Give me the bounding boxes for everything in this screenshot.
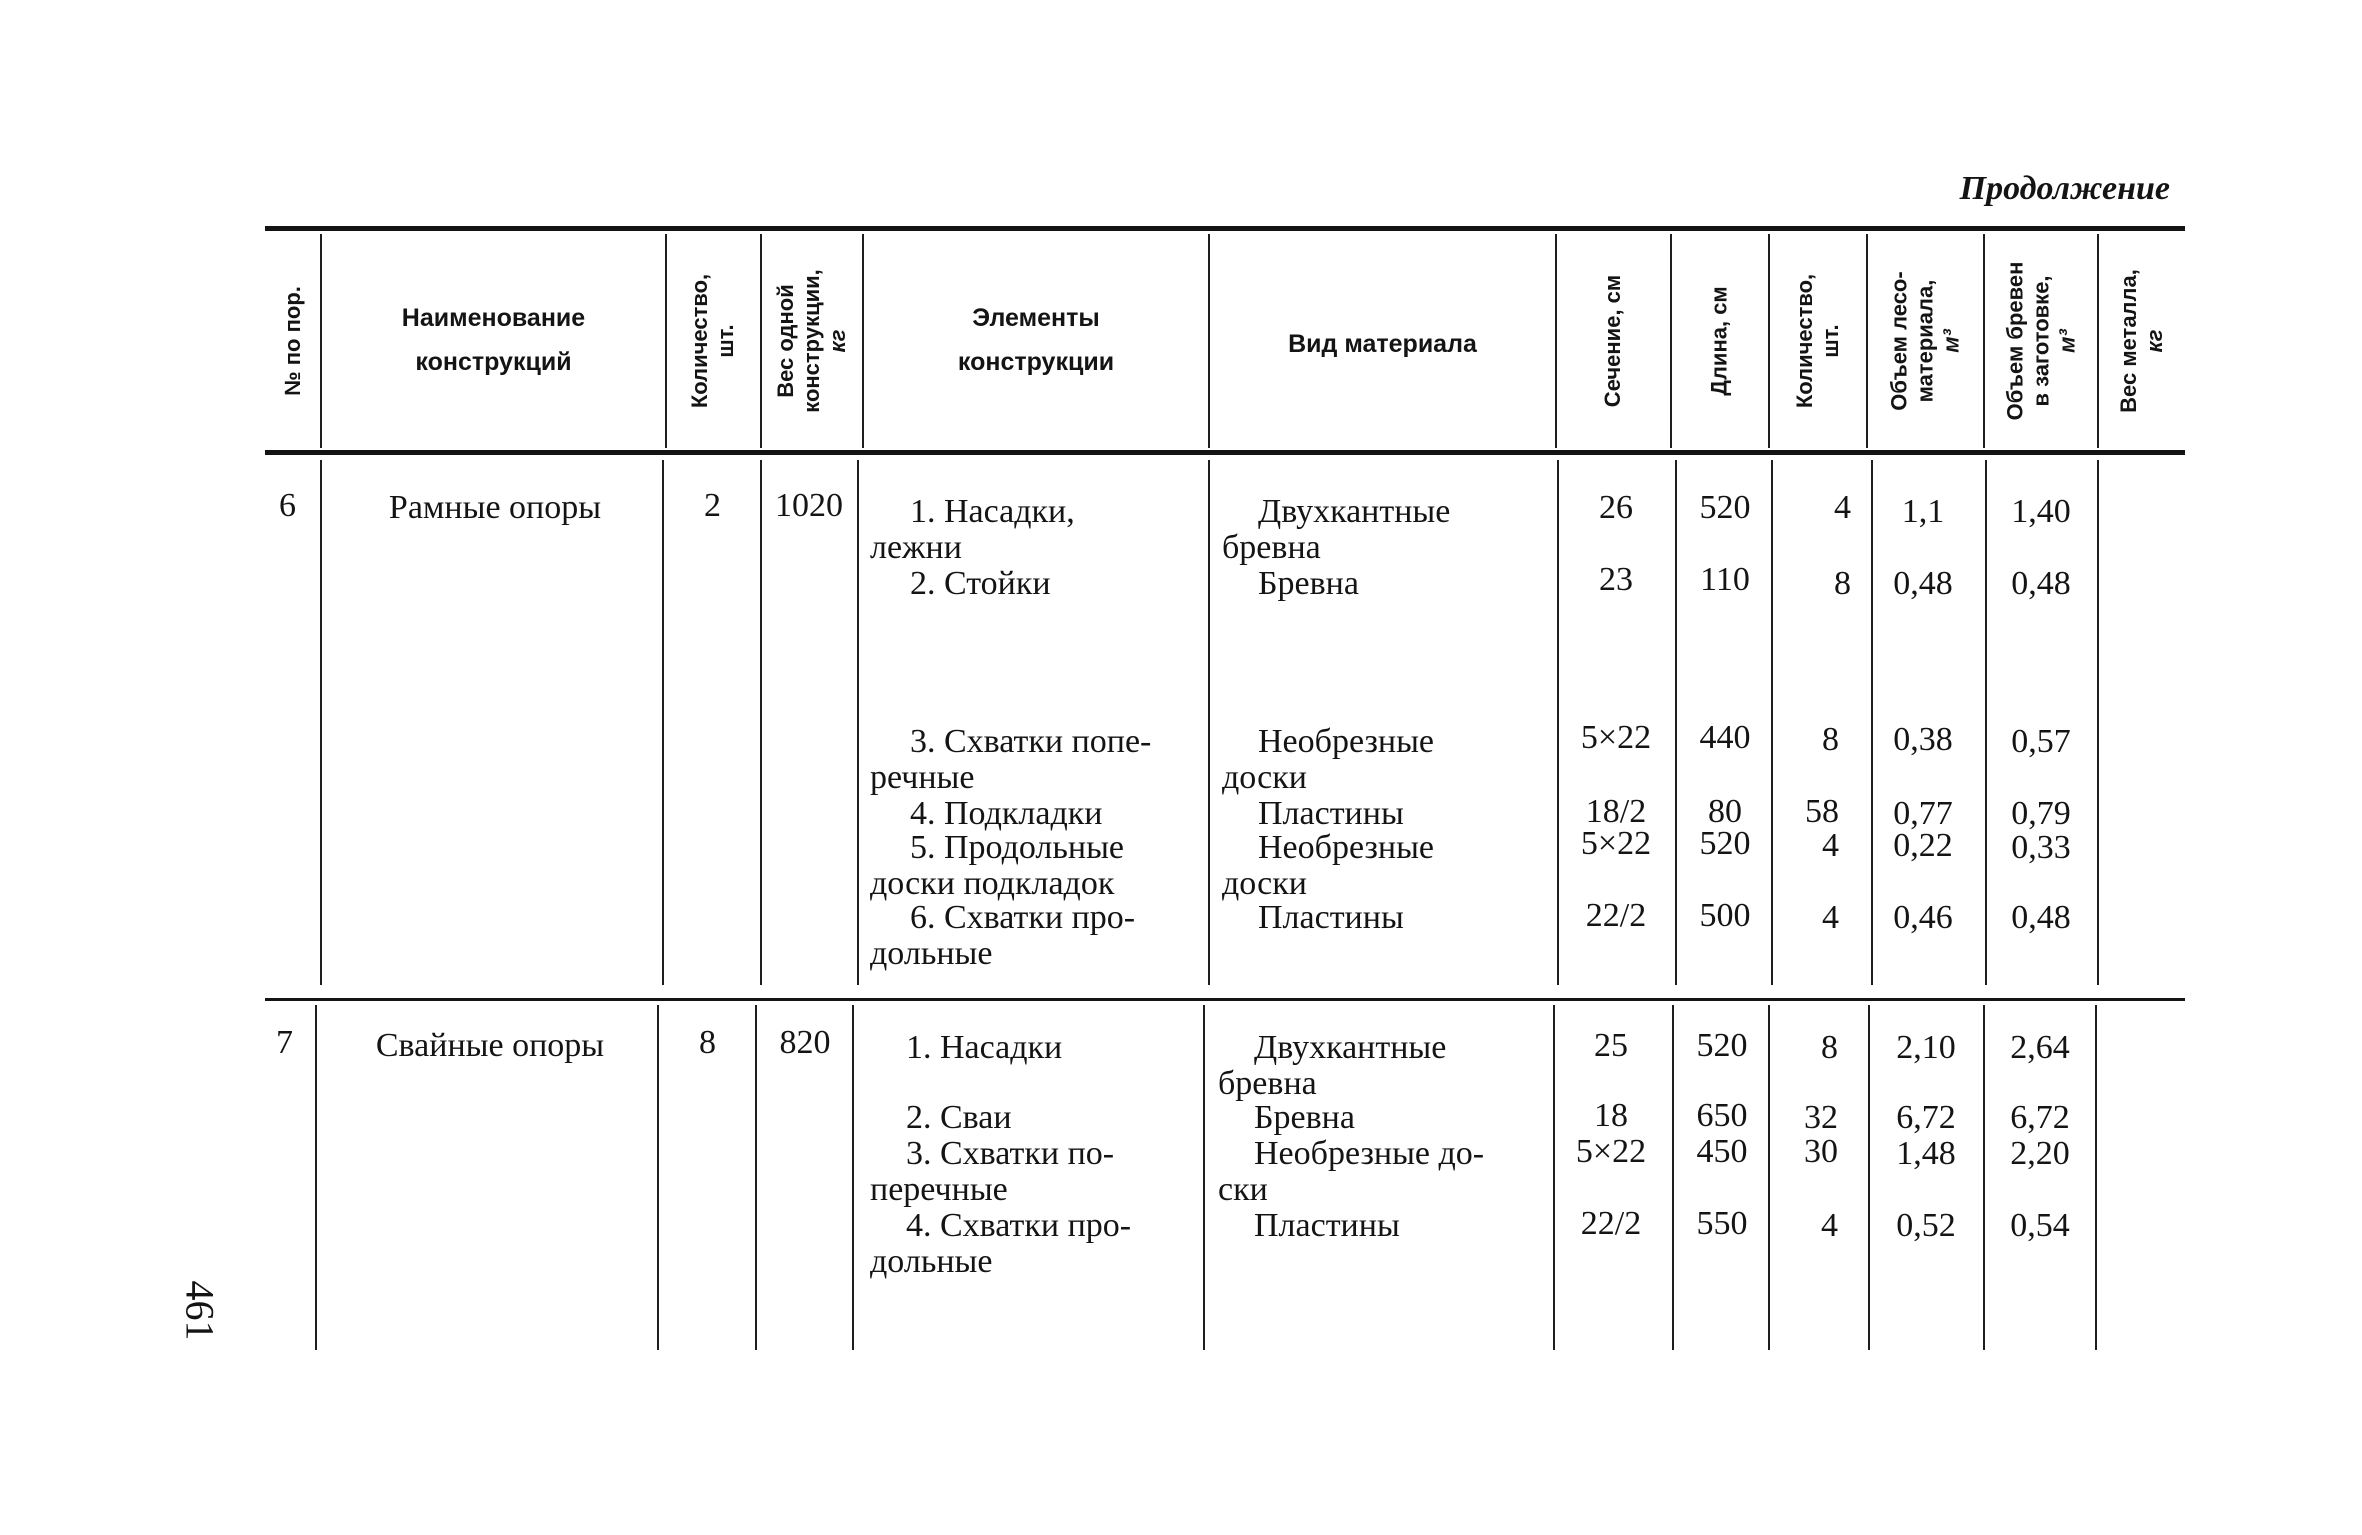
body-col-divider [1557,460,1559,985]
timber-volume-value: 0,48 [1893,565,1953,602]
timber-volume-value: 0,77 [1893,795,1953,832]
timber-volume-value: 0,38 [1893,721,1953,758]
element-text: 1. Насадки [906,1029,1063,1066]
count-value: 30 [1804,1133,1838,1170]
header-count: Количество, шт. [1792,273,1843,409]
element-text: 3. Схватки попе- речные [870,723,1152,796]
timber-volume-value: 2,10 [1896,1029,1956,1066]
header-name: Наименование конструкций [401,304,586,376]
material-text: Бревна [1254,1099,1355,1136]
element-text: 4. Подкладки [910,795,1103,832]
count-value: 4 [1821,1207,1838,1244]
count-value: 8 [1822,721,1839,758]
page-number: 461 [177,1280,223,1340]
body-col-divider [1203,1005,1205,1350]
section-value: 22/2 [1585,897,1647,934]
material-text: Двухкантные бревна [1222,493,1451,566]
material-text: Необрезные доски [1222,829,1435,902]
header-timber-volume: Объем лесо- материала, м³ [1886,271,1964,411]
timber-volume-value: 1,48 [1896,1135,1956,1172]
construction-weight: 1020 [775,487,843,524]
length-value: 450 [1696,1133,1748,1170]
log-volume-value: 6,72 [2010,1099,2070,1136]
length-value: 440 [1699,719,1751,756]
body-col-divider [2095,1005,2097,1350]
body-col-divider [662,460,664,985]
timber-volume-value: 0,46 [1893,899,1953,936]
header-section: Сечение, см [1600,274,1626,408]
header-weight: Вес одной конструкции, кг [773,269,851,413]
material-text: Пластины [1258,899,1404,936]
log-volume-value: 0,54 [2010,1207,2070,1244]
material-text: Необрезные до- ски [1218,1135,1485,1208]
length-value: 80 [1708,793,1742,830]
log-volume-value: 0,48 [2011,565,2071,602]
header-num: № по пор. [279,286,305,396]
count-value: 8 [1821,1029,1838,1066]
log-volume-value: 0,57 [2011,723,2071,760]
length-value: 110 [1700,561,1750,598]
group-divider-rule [265,998,2185,1001]
material-text: Двухкантные бревна [1218,1029,1447,1102]
header-log-volume: Объем бревен в заготовке, м³ [2002,261,2079,421]
body-col-divider [320,460,322,985]
log-volume-value: 0,33 [2011,829,2071,866]
count-value: 4 [1834,489,1851,526]
section-value: 18 [1594,1097,1628,1134]
section-value: 5×22 [1580,719,1652,756]
construction-name: Свайные опоры [375,1027,605,1064]
log-volume-value: 0,79 [2011,795,2071,832]
length-value: 650 [1696,1097,1748,1134]
length-value: 520 [1699,489,1751,526]
count-value: 8 [1834,565,1851,602]
section-value: 5×22 [1580,825,1652,862]
log-volume-value: 2,20 [2010,1135,2070,1172]
body-col-divider [1208,460,1210,985]
body-col-divider [2097,460,2099,985]
header-bottom-rule [265,450,2185,455]
log-volume-value: 0,48 [2011,899,2071,936]
body-col-divider [315,1005,317,1350]
timber-volume-value: 6,72 [1896,1099,1956,1136]
element-text: 2. Стойки [910,565,1051,602]
element-text: 5. Продольные доски подкладок [870,829,1125,902]
header-elements: Элементы конструкции [957,304,1115,376]
body-col-divider [657,1005,659,1350]
header-qty: Количество, шт. [687,273,739,409]
length-value: 520 [1696,1027,1748,1064]
length-value: 500 [1699,897,1751,934]
material-text: Пластины [1254,1207,1400,1244]
section-value: 26 [1599,489,1633,526]
material-text: Бревна [1258,565,1359,602]
material-text: Пластины [1258,795,1404,832]
element-text: 6. Схватки про- дольные [870,899,1136,972]
construction-qty: 2 [704,487,721,524]
construction-weight: 820 [779,1024,831,1061]
element-text: 3. Схватки по- перечные [870,1135,1115,1208]
log-volume-value: 2,64 [2010,1029,2070,1066]
log-volume-value: 1,40 [2011,493,2071,530]
length-value: 520 [1699,825,1751,862]
construction-name: Рамные опоры [388,489,602,526]
count-value: 4 [1822,827,1839,864]
body-col-divider [857,460,859,985]
timber-volume-value: 0,22 [1893,827,1953,864]
header-material: Вид материала [1288,330,1477,358]
length-value: 550 [1696,1205,1748,1242]
body-col-divider [760,460,762,985]
section-value: 22/2 [1580,1205,1642,1242]
timber-volume-value: 0,52 [1896,1207,1956,1244]
section-value: 18/2 [1585,793,1647,830]
element-text: 2. Сваи [906,1099,1012,1136]
material-text: Необрезные доски [1222,723,1435,796]
count-value: 32 [1804,1099,1838,1136]
continuation-label: Продолжение [1959,170,2170,207]
count-value: 4 [1822,899,1839,936]
row-number: 6 [279,487,296,524]
section-value: 23 [1599,561,1633,598]
table-top-rule [265,226,2185,231]
section-value: 25 [1594,1027,1628,1064]
row-number: 7 [276,1024,293,1061]
element-text: 4. Схватки про- дольные [870,1207,1132,1280]
element-text: 1. Насадки, лежни [870,493,1075,566]
construction-qty: 8 [699,1024,716,1061]
count-value: 58 [1805,793,1839,830]
header-metal-weight: Вес металла, кг [2116,269,2167,413]
section-value: 5×22 [1575,1133,1647,1170]
header-length: Длина, см [1707,286,1732,396]
timber-volume-value: 1,1 [1901,493,1945,530]
